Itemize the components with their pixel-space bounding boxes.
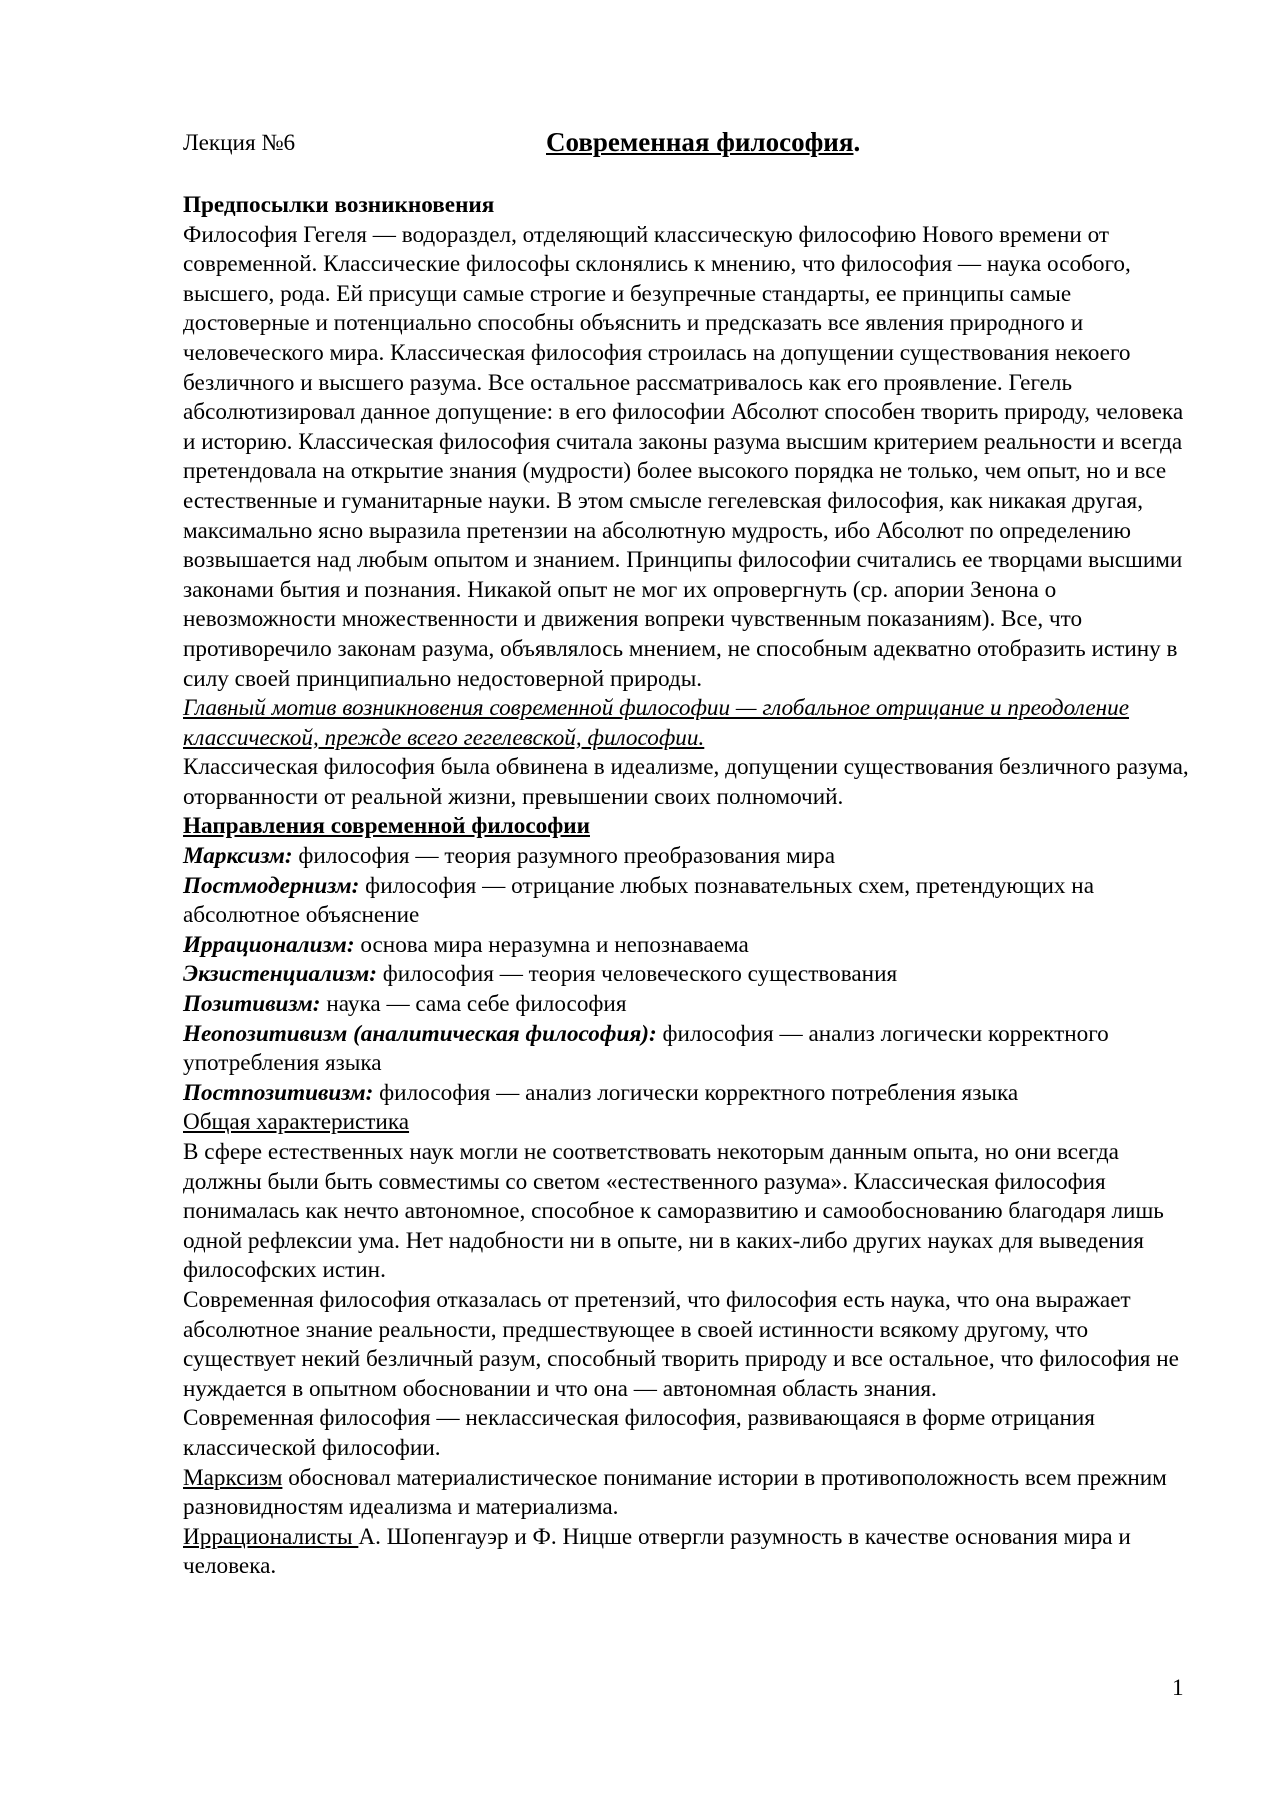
- marxism-label: Марксизм: [183, 1464, 283, 1491]
- general-paragraph-2: Современная философия отказалась от претензий, что философия есть наука, что она выражает абсолютное знание реальности, предшествующее в своей истинности всякому другому, что существует некий безличный разум, способный творить природу и все остальное, что философия не нуждается в опытном обосновании и что она — автономная область знания.: [183, 1286, 1179, 1402]
- page-title-text: Современная философия: [546, 127, 854, 157]
- general-paragraph-1: В сфере естественных наук могли не соответствовать некоторым данным опыта, но они всегда должны были быть совместимы со светом «естественного разума». Классическая философия понималась как нечто автономное, способное к саморазвитию и самообоснованию благодаря лишь одной рефлексии ума. Нет надобности ни в опыте, ни в каких-либо других науках для выведения философских истин.: [183, 1139, 1164, 1284]
- irrationalists-paragraph: [183, 1523, 1193, 1582]
- direction-text: основа мира неразумна и непознаваема: [354, 931, 749, 958]
- marxism-text: обосновал материалистическое понимание истории в противоположность всем прежним разновидностям идеализма и материализма.: [183, 1464, 1167, 1521]
- page-title-dot: .: [853, 127, 861, 157]
- direction-item-postmodernism: [183, 872, 1193, 931]
- page-title: [546, 125, 860, 159]
- direction-item-marxism: [183, 842, 1193, 872]
- direction-item-irrationalism: [183, 931, 1193, 961]
- direction-term: Позитивизм:: [183, 991, 321, 1018]
- prerequisites-paragraph: Философия Гегеля — водораздел, отделяющий классическую философию Нового времени от современной. Классические философы склонялись к мнению, что философия — наука особого, высшего, рода. Ей присущи самые строгие и безупречные стандарты, ее принципы самые достоверные и потенциально способны объяснить и предсказать все явления природного и человеческого мира. Классическая философия строилась на допущении существования некоего безличного и высшего разума. Все остальное рассматривалось как его проявление. Гегель абсолютизировал данное допущение: в его философии Абсолют способен творить природу, человека и историю. Классическая философия считала законы разума высшим критерием реальности и всегда претендовала на открытие знания (мудрости) более высокого порядка не только, чем опыт, но и все естественные и гуманитарные науки. В этом смысле гегелевская философия, как никакая другая, максимально ясно выразила претензии на абсолютную мудрость, ибо Абсолют по определению возвышается над любым опытом и знанием. Принципы философии считались ее творцами высшими законами бытия и познания. Никакой опыт не мог их опровергнуть (ср. апории Зенона о невозможности множественности и движения вопреки чувственным показаниям). Все, что противоречило законам разума, объявлялось мнением, не способным адекватно отобразить истину в силу своей принципиально недостоверной природы.: [183, 221, 1184, 692]
- directions-heading: Направления современной философии: [183, 813, 590, 840]
- direction-text: наука — сама себе философия: [320, 991, 627, 1018]
- spacer: [183, 162, 1193, 191]
- general-heading: Общая характеристика: [183, 1109, 410, 1136]
- general-paragraph-3: Современная философия — неклассическая философия, развивающаяся в форме отрицания классической философии.: [183, 1405, 1095, 1461]
- direction-item-positivism: [183, 990, 1193, 1020]
- direction-item-postpositivism: [183, 1079, 1193, 1109]
- direction-term: Постмодернизм:: [183, 872, 360, 899]
- direction-text: философия — анализ логически корректного потребления языка: [373, 1079, 1019, 1106]
- accusation-paragraph: Классическая философия была обвинена в идеализме, допущении существования безличного разума, оторванности от реальной жизни, превышении своих полномочий.: [183, 754, 1189, 810]
- marxism-paragraph: [183, 1464, 1193, 1523]
- direction-term: Иррационализм:: [183, 931, 355, 958]
- page-content: [183, 125, 1193, 1582]
- direction-text: философия — отрицание любых познавательных схем, претендующих на абсолютное объяснение: [183, 872, 1094, 929]
- main-motive-paragraph: Главный мотив возникновения современной философии — глобальное отрицание и преодоление классической, прежде всего гегелевской, философии.: [183, 695, 1130, 751]
- direction-term: Неопозитивизм (аналитическая философия):: [183, 1020, 657, 1047]
- direction-item-existentialism: [183, 960, 1193, 990]
- direction-term: Постпозитивизм:: [183, 1079, 374, 1106]
- irrationalists-label: Иррационалисты: [183, 1523, 359, 1550]
- direction-term: Марксизм:: [183, 843, 293, 870]
- direction-text: философия — теория разумного преобразования мира: [292, 843, 836, 870]
- direction-text: философия — теория человеческого существования: [376, 961, 898, 988]
- irrationalists-text: А. Шопенгауэр и Ф. Ницше отвергли разумность в качестве основания мира и человека.: [183, 1523, 1131, 1580]
- direction-text: философия — анализ логически корректного употребления языка: [183, 1020, 1109, 1077]
- direction-item-neopositivism: [183, 1020, 1193, 1079]
- prerequisites-heading: Предпосылки возникновения: [183, 192, 495, 218]
- lecture-header: [183, 125, 1193, 162]
- lecture-number: Лекция №6: [183, 130, 296, 156]
- direction-term: Экзистенциализм:: [183, 961, 377, 988]
- page-number: 1: [1172, 1675, 1184, 1701]
